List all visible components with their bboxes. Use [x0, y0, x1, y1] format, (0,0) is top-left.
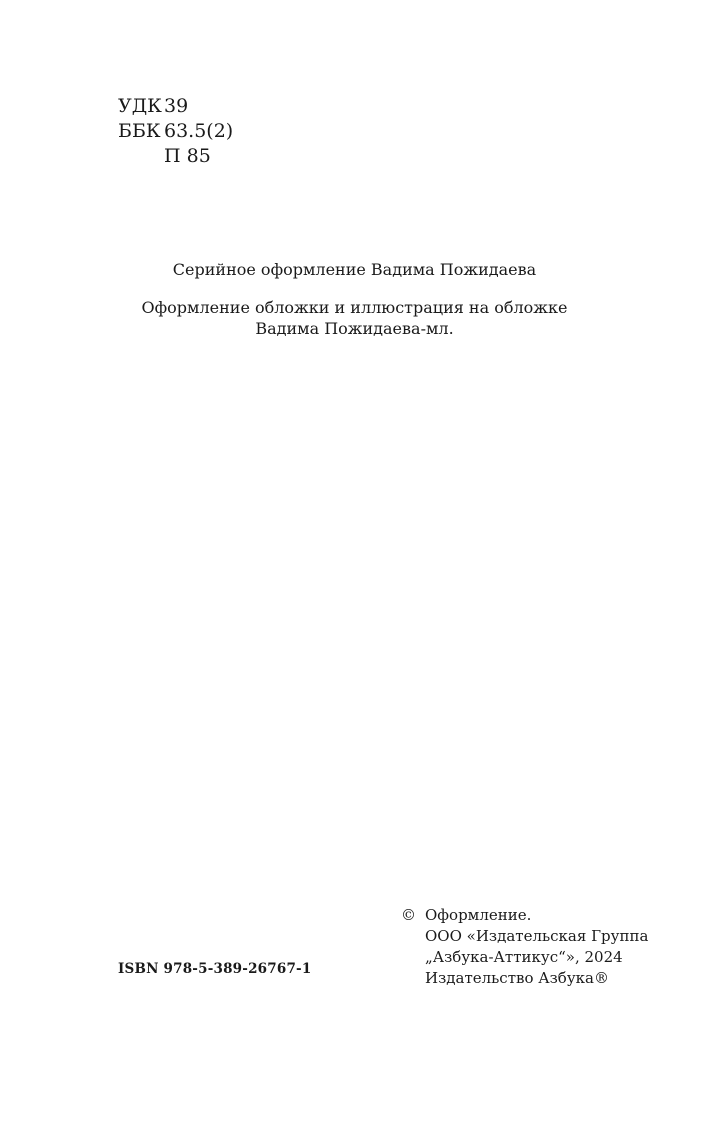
classification-block — [118, 94, 233, 169]
copyright-line-1: Оформление. — [425, 906, 532, 924]
udk-value: 39 — [164, 95, 189, 117]
bbk-label: ББК — [118, 120, 161, 142]
cover-design-line-2: Вадима Пожидаева-мл. — [255, 319, 454, 338]
series-design-credit — [0, 259, 709, 280]
copyright-line-4: Издательство Азбука® — [425, 969, 609, 987]
isbn-number: ISBN 978-5-389-26767-1 — [118, 961, 312, 977]
series-design-text: Серийное оформление Вадима Пожидаева — [172, 260, 537, 279]
copyright-block — [401, 905, 648, 989]
author-mark: П 85 — [164, 145, 211, 167]
cover-design-credit — [0, 297, 709, 339]
copyright-line-3: „Азбука-Аттикус“», 2024 — [425, 948, 623, 966]
bbk-value: 63.5(2) — [164, 120, 234, 142]
copyright-lines — [425, 905, 648, 989]
udk-label: УДК — [118, 95, 162, 117]
author-mark-row — [118, 144, 233, 169]
cover-design-line-1: Оформление обложки и иллюстрация на обложке — [141, 298, 568, 317]
udk-row — [118, 94, 233, 119]
copyright-line-2: ООО «Издательская Группа — [425, 927, 649, 945]
bbk-row — [118, 119, 233, 144]
copyright-sign: © — [401, 906, 416, 924]
